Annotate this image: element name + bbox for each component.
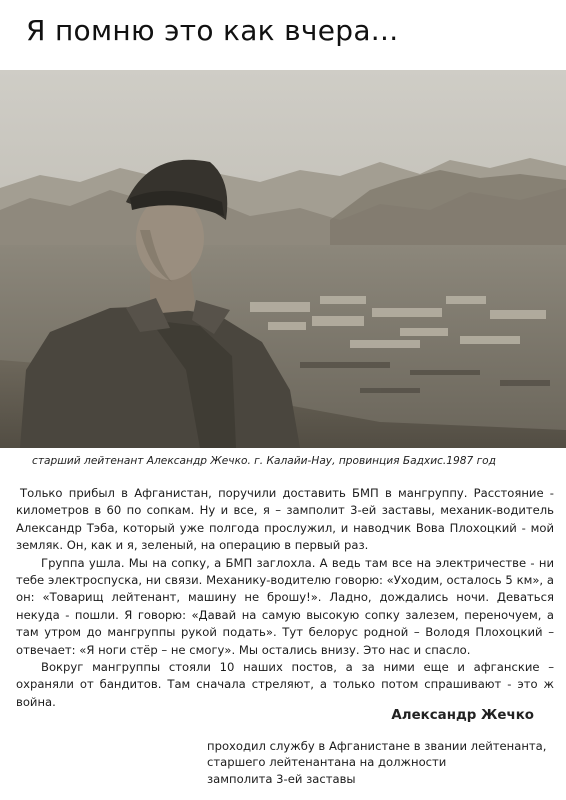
story-paragraph: Группа ушла. Мы на сопку, а БМП заглохла. А ведь там все на электричестве - ни тебе электроспуска, ни связи. Механику-водителю говорю: «Уходим, осталось 5 км», а он: «Товарищ лейтенант, машину не брошу!». Ладно, дождались ночи. Деваться некуда - пошли. Я говорю: «Давай на самую высокую сопку залезем, переночуем, а там утром до мангруппы рукой подать». Тут белорус родной – Володя Плохоцкий – отвечает: «Я ноги стёр – не смогу». Мы остались внизу. Это нас и спасло. [16, 555, 554, 657]
author-bio-line: замполита 3-ей заставы [207, 771, 356, 786]
soldier-landscape-illustration [0, 70, 566, 448]
photo-caption: старший лейтенант Александр Жечко. г. Калайи-Нау, провинция Бадхис.1987 год [32, 455, 496, 467]
story-paragraph: Только прибыл в Афганистан, поручили доставить БМП в мангруппу. Расстояние - километров в 60 по сопкам. Ну и все, я – замполит 3-ей заставы, механик-водитель Александр Тэба, который уже полгода прослужил, и наводчик Вова Плохоцкий - мой земляк. Он, как и я, зеленый, на операцию в первый раз. [16, 486, 554, 553]
author-name: Александр Жечко [391, 708, 534, 723]
story-text [16, 485, 554, 711]
author-bio-line: старшего лейтенантана на должности [207, 755, 447, 770]
author-bio-line: проходил службу в Афганистане в звании лейтенанта, [207, 739, 547, 753]
page-title: Я помню это как вчера... [26, 14, 399, 47]
archival-photo [0, 70, 566, 448]
story-paragraph: Вокруг мангруппы стояли 10 наших постов, а за ними еще и афганские – охраняли от бандитов. Там сначала стреляют, а только потом спрашивают - это ж война. [16, 660, 554, 709]
author-bio [207, 738, 557, 787]
